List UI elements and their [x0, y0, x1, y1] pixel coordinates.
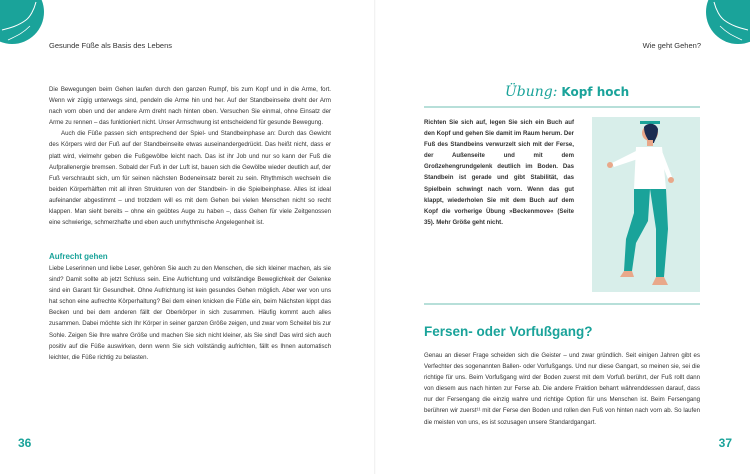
- section-heading: Fersen- oder Vorfußgang?: [424, 324, 593, 339]
- paragraph: Genau an dieser Frage scheiden sich die Geister – und zwar gründlich. Seit einigen Jahren gibt es Verfechter des sogenannten Ballen- oder Vorfußgangs. Und nur diese Gangart, so meinen sie, sei die richtige für uns. Beim Vorfußgang wird der Boden zuerst mit dem Vorfuß berührt, der Fuß rollt dann von diesem aus nach hinten zur Ferse ab. Die andere Fraktion beharrt währenddessen darauf, dass nur der Fersengang die einzig wahre und richtige Option für uns Menschen ist. Beim Fersengang berühren wir zuerst¹¹ mit der Ferse den Boden und rollen den Fuß von hinten nach vorn ab. So laufen die meisten von uns, es ist sozusagen unsere Standardgangart.: [424, 352, 700, 426]
- foot-shape: [620, 271, 634, 277]
- paragraph: Die Bewegungen beim Gehen laufen durch den ganzen Rumpf, bis zum Kopf und in die Arme, fort. Wenn wir zügig unterwegs sind, pendeln die Arme hin und her. Auf der Standbeinseite dreht der Arm nach vorn oben und der andere Arm dreht nach hinten oben. Versuchen Sie einmal, ohne Einsatz der Arme zu rennen – das funktioniert nicht. Unser Armschwung ist entscheidend für gesunde Bewegung.: [49, 86, 331, 127]
- arm-shape: [612, 151, 638, 167]
- body-text-section: [49, 263, 331, 363]
- foot-shape: [652, 277, 668, 285]
- exercise-illustration: [592, 117, 700, 292]
- exercise-text: [424, 117, 574, 228]
- right-page: [375, 0, 750, 474]
- exercise-name: Kopf hoch: [561, 85, 630, 99]
- page-number: 37: [718, 436, 732, 450]
- paragraph: Richten Sie sich auf, legen Sie sich ein Buch auf den Kopf und gehen Sie damit im Raum herum. Der Fuß des Standbeins verwurzelt sich mit der Ferse, der Außenseite und mit dem Großzehengrundgelenk deutlich im Boden. Das Standbein ist gerade und gibt Stabilität, das Spielbein schwingt nach vorn. Wenn das gut klappt, wiederholen Sie mit dem Buch auf dem Kopf die vorherige Übung »Beckenmove« (Seite 35). Mehr Größe geht nicht.: [424, 119, 574, 226]
- person-walking-with-book-illustration: [592, 117, 700, 292]
- divider: [424, 106, 700, 108]
- book-shape: [640, 121, 660, 124]
- leg-shape: [624, 189, 650, 271]
- leg-shape: [650, 189, 668, 277]
- foot-line-art-icon: [690, 0, 750, 60]
- paragraph: Liebe Leserinnen und liebe Leser, gehören Sie auch zu den Menschen, die sich kleiner machen, als sie sind? Damit sollte ab jetzt Schluss sein. Eine Aufrichtung und vollständige Beweglichkeit der Gelenke sind ein Garant für Gesundheit. Ohne Aufrichtung ist kein gesundes Gehen möglich. Aber wer von uns hat schon eine aufrechte Körperhaltung? Bei dem einen knicken die Füße ein, beim Nächsten kippt das Becken und bei dem anderen fällt der Oberkörper in sich zusammen. Häufig kommt auch alles zusammen. Dabei möchte sich Ihr Körper in seiner ganzen Größe zeigen, und zwar vom Scheitel bis zur Sohle. Zeigen Sie Ihre wahre Größe und machen Sie sich nicht kleiner, als Sie sind! Das wird sich auch positiv auf die Füße auswirken, denn wenn Sie sich vollständig aufrichten, fällt es Ihnen automatisch leichter, die Füße richtig zu belasten.: [49, 265, 331, 361]
- subheading: Aufrecht gehen: [49, 252, 108, 261]
- running-head: Wie geht Gehen?: [642, 41, 701, 50]
- neck-shape: [647, 140, 653, 146]
- body-text-intro: [49, 84, 331, 228]
- paragraph: Auch die Füße passen sich entsprechend der Spiel- und Standbeinphase an: Durch das Gewicht des Körpers wird der Fuß auf der Standbeinseite etwas auseinandergedrückt. Das heißt nicht, dass er platt wird, vielmehr geben die Fußgewölbe leicht nach. Das ist ihr Job und nur so kann der Fuß die Aufprallenergie bremsen. Sobald der Fuß in der Luft ist, bauen sich die Gewölbe wieder deutlich auf, der Fuß verschraubt sich, um für seinen nächsten Bodeneinsatz bereit zu sein. Rhythmisch wechseln die beiden Körperhälften mit all ihren Strukturen von der Standbein- in die Spielbeinphase. Alles ist ideal aufeinander abgestimmt – und trotzdem will es mit dem Gehen bei vielen Menschen nicht so recht klappen. Man sieht bereits – ohne ein geübtes Auge zu haben –, dass Gehen für viele Zeitgenossen eine schwierige, schmerzhafte und eben auch unrhythmische Angelegenheit ist.: [49, 130, 331, 227]
- divider: [424, 303, 700, 305]
- body-text-section: [424, 350, 700, 428]
- hand-shape: [668, 177, 674, 183]
- hand-shape: [607, 162, 613, 168]
- foot-line-art-icon: [0, 0, 60, 60]
- page-number: 36: [18, 436, 32, 450]
- shirt-shape: [634, 147, 666, 189]
- exercise-label: Übung:: [505, 84, 558, 100]
- exercise-title: [505, 83, 629, 100]
- running-head: Gesunde Füße als Basis des Lebens: [49, 41, 172, 50]
